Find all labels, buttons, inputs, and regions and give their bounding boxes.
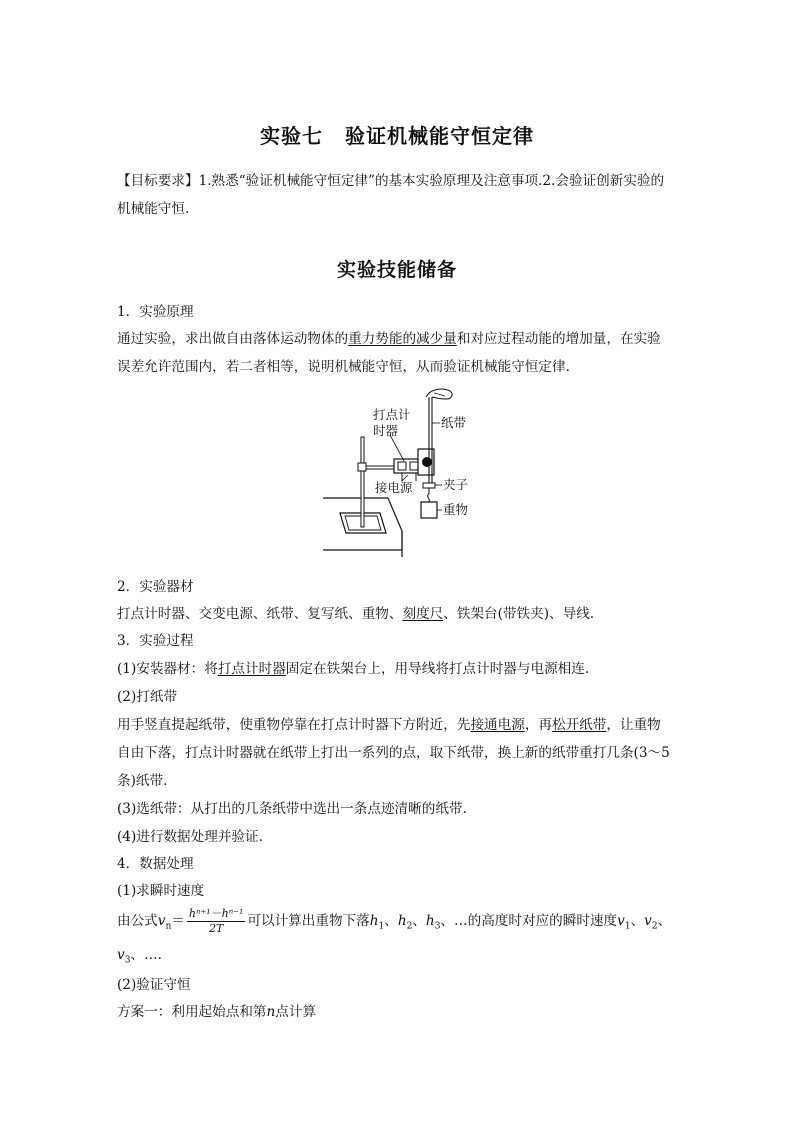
formula-line: 由公式$v_n=$ $\frac{\text{hⁿ⁺¹－hⁿ⁻¹}}{2T}$ 可以计算出重物下落$h_1$、$h_2$、$h_3$、…的高度时对应的瞬时速度$v_1$、$v_2$、 bbox=[117, 907, 672, 935]
weight bbox=[421, 502, 437, 518]
label-timer-1: 打点计 bbox=[373, 407, 411, 422]
clip bbox=[423, 483, 435, 488]
stand-rod bbox=[361, 437, 364, 527]
label-tape: 纸带 bbox=[441, 415, 467, 430]
s1-heading: 1．实验原理 bbox=[117, 304, 194, 320]
fraction-denominator: 2T bbox=[208, 922, 224, 935]
s4-step-2-heading: (2)验证守恒 bbox=[117, 977, 191, 993]
s3-step-2-line-2: 自由下落，打点计时器就在纸带上打出一系列的点，取下纸带，换上新的纸带重打几条(3～5 bbox=[117, 745, 670, 761]
s3-step-2-line-3: 条)纸带. bbox=[117, 773, 168, 789]
underlined-term: 打点计时器 bbox=[217, 661, 286, 677]
s3-step-1: (1)安装器材：将打点计时器固定在铁架台上，用导线将打点计时器与电源相连. bbox=[117, 661, 590, 677]
label-power: 接电源 bbox=[375, 480, 413, 495]
s3-heading: 3．实验过程 bbox=[117, 633, 194, 649]
goal-line-2: 机械能守恒. bbox=[117, 201, 190, 217]
plan-one: 方案一：利用起始点和第n点计算 bbox=[117, 1004, 317, 1020]
underlined-term: 松开纸带 bbox=[552, 717, 607, 733]
s3-step-2-heading: (2)打纸带 bbox=[117, 689, 178, 705]
title-experiment-number: 实验七 bbox=[260, 124, 323, 148]
tape-roller bbox=[422, 457, 432, 467]
section-title: 实验技能储备 bbox=[336, 259, 457, 281]
s2-heading: 2．实验器材 bbox=[117, 579, 194, 595]
label-timer-2: 时器 bbox=[373, 423, 399, 438]
s3-step-4: (4)进行数据处理并验证. bbox=[117, 829, 263, 845]
s3-step-3: (3)选纸带：从打出的几条纸带中选出一条点迹清晰的纸带. bbox=[117, 801, 467, 817]
s3-step-2-line-1: 用手竖直提起纸带，使重物停靠在打点计时器下方附近，先接通电源，再松开纸带，让重物 bbox=[117, 717, 661, 733]
page-title bbox=[0, 120, 794, 149]
underlined-term: 接通电源 bbox=[470, 717, 525, 733]
fraction-numerator: hⁿ⁺¹－hⁿ⁻¹ bbox=[188, 907, 244, 920]
goal-line-1: 【目标要求】1.熟悉“验证机械能守恒定律”的基本实验原理及注意事项.2.会验证创新实验的 bbox=[117, 173, 665, 189]
label-clip: 夹子 bbox=[443, 477, 469, 492]
formula-line-2: $v_3$、…. bbox=[117, 947, 162, 966]
s1-line-2: 误差允许范围内，若二者相等，说明机械能守恒，从而验证机械能守恒定律. bbox=[117, 359, 570, 375]
underlined-term: 刻度尺 bbox=[402, 606, 444, 622]
s2-line: 打点计时器、交变电源、纸带、复写纸、重物、刻度尺、铁架台(带铁夹)、导线. bbox=[117, 606, 595, 622]
s1-line-1: 通过实验，求出做自由落体运动物体的重力势能的减少量和对应过程动能的增加量，在实验 bbox=[117, 331, 661, 347]
s4-heading: 4．数据处理 bbox=[117, 856, 194, 872]
title-experiment-name: 验证机械能守恒定律 bbox=[345, 124, 534, 148]
clamp-boss bbox=[358, 463, 366, 471]
velocity-fraction bbox=[187, 907, 246, 936]
label-weight: 重物 bbox=[443, 502, 469, 517]
experiment-apparatus-diagram bbox=[318, 385, 478, 560]
underlined-term: 重力势能的减少量 bbox=[348, 331, 457, 347]
table-edge bbox=[388, 498, 402, 531]
s4-step-1-heading: (1)求瞬时速度 bbox=[117, 883, 205, 899]
goal-tag: 【目标要求】 bbox=[117, 173, 199, 189]
